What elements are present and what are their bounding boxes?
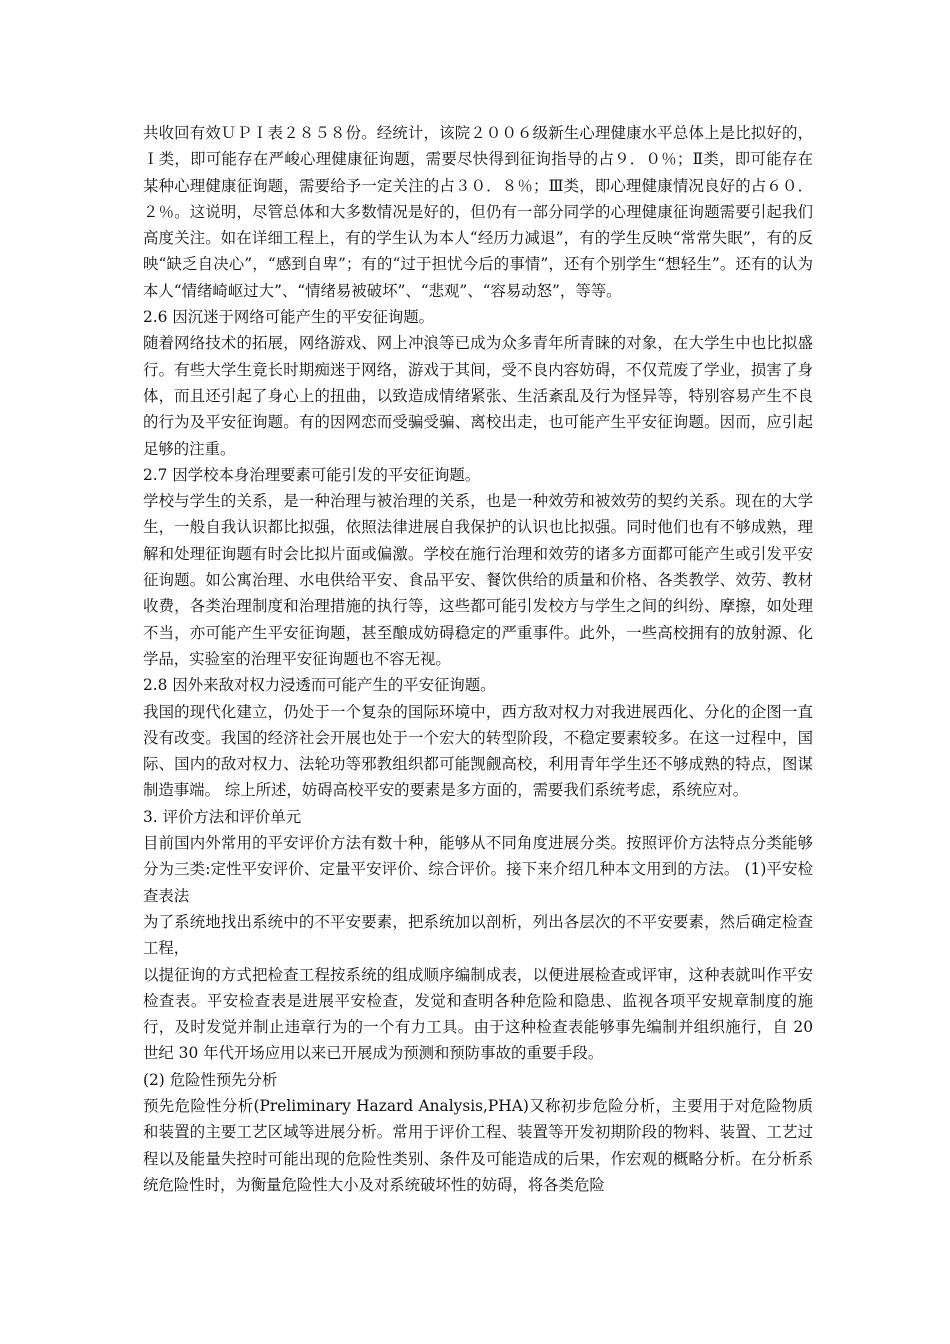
document-body	[143, 120, 813, 1198]
section-heading-3: 3. 评价方法和评价单元	[143, 807, 302, 826]
paragraph-upi-statistics: 共收回有效ＵＰＩ表２８５８份。经统计，该院２００６级新生心理健康水平总体上是比拟好的，Ｉ类，即可能存在严峻心理健康征询题，需要尽快得到征询指导的占９．０％；Ⅱ类，即可能存在某种心理健康征询题，需要给予一定关注的占３０．８％；Ⅲ类，即心理健康情况良好的占６０．２％。这说明，尽管总体和大多数情况是好的，但仍有一部分同学的心理健康征询题需要引起我们高度关注。如在详细工程上，有的学生认为本人“经历力减退”，有的学生反映“常常失眠”，有的反映“缺乏自决心”，“感到自卑”；有的“过于担忧今后的事情”，还有个别学生“想轻生”。还有的认为本人“情绪崎岖过大”、“情绪易被破坏”、“悲观”、“容易动怒”，等等。	[143, 124, 813, 300]
paragraph-evaluation-methods: 目前国内外常用的平安评价方法有数十种，能够从不同角度进展分类。按照评价方法特点分类能够分为三类:定性平安评价、定量平安评价、综合评价。接下来介绍几种本文用到的方法。 (1)平安检查表法	[143, 834, 813, 905]
paragraph-checklist-detail: 以提征询的方式把检查工程按系统的组成顺序编制成表，以便进展检查或评审，这种表就叫作平安检查表。平安检查表是进展平安检查，发觉和查明各种危险和隐患、监视各项平安规章制度的施行，及时发觉并制止违章行为的一个有力工具。由于这种检查表能够事先编制并组织施行，自 20 世纪 30 年代开场应用以来已开展成为预测和预防事故的重要手段。	[143, 965, 813, 1063]
paragraph-internet-addiction: 随着网络技术的拓展，网络游戏、网上冲浪等已成为众多青年所青睐的对象，在大学生中也比拟盛行。有些大学生竟长时期痴迷于网络，游戏于其间，受不良内容妨碍，不仅荒废了学业，损害了身体，而且还引起了身心上的扭曲，以致造成情绪紧张、生活紊乱及行为怪异等，特别容易产生不良的行为及平安征询题。有的因网恋而受骗受骗、离校出走，也可能产生平安征询题。因而，应引起足够的注重。	[143, 334, 813, 458]
paragraph-pha: 预先危险性分析(Preliminary Hazard Analysis,PHA)又称初步危险分析，主要用于对危险物质和装置的主要工艺区域等进展分析。常用于评价工程、装置等开发初期阶段的物料、装置、工艺过程以及能量失控时可能出现的危险性类别、条件及可能造成的后果，作宏观的概略分析。在分析系统危险性时，为衡量危险性大小及对系统破坏性的妨碍，将各类危险	[143, 1096, 813, 1194]
section-heading-2-8: 2.8 因外来敌对权力浸透而可能产生的平安征询题。	[143, 676, 496, 695]
section-heading-2-7: 2.7 因学校本身治理要素可能引发的平安征询题。	[143, 465, 481, 484]
section-heading-pha: (2) 危险性预先分析	[143, 1070, 278, 1089]
paragraph-checklist-intro: 为了系统地找出系统中的不平安要素，把系统加以剖析，列出各层次的不平安要素，然后确定检查工程，	[143, 912, 813, 958]
section-heading-2-6: 2.6 因沉迷于网络可能产生的平安征询题。	[143, 308, 435, 327]
paragraph-external-forces: 我国的现代化建立，仍处于一个复杂的国际环境中，西方敌对权力对我进展西化、分化的企图一直没有改变。我国的经济社会开展也处于一个宏大的转型阶段，不稳定要素较多。在这一过程中，国际、国内的敌对权力、法轮功等邪教组织都可能觊觎高校，利用青年学生还不够成熟的特点，图谋制造事端。 综上所述，妨碍高校平安的要素是多方面的，需要我们系统考虑，系统应对。	[143, 702, 813, 800]
paragraph-school-management: 学校与学生的关系，是一种治理与被治理的关系，也是一种效劳和被效劳的契约关系。现在的大学生，一般自我认识都比拟强，依照法律进展自我保护的认识也比拟强。同时他们也有不够成熟，理解和处理征询题有时会比拟片面或偏激。学校在施行治理和效劳的诸多方面都可能产生或引发平安征询题。如公寓治理、水电供给平安、食品平安、餐饮供给的质量和价格、各类教学、效劳、教材收费，各类治理制度和治理措施的执行等，这些都可能引发校方与学生之间的纠纷、摩擦，如处理不当，亦可能产生平安征询题，甚至酿成妨碍稳定的严重事件。此外，一些高校拥有的放射源、化学品，实验室的治理平安征询题也不容无视。	[143, 492, 813, 668]
